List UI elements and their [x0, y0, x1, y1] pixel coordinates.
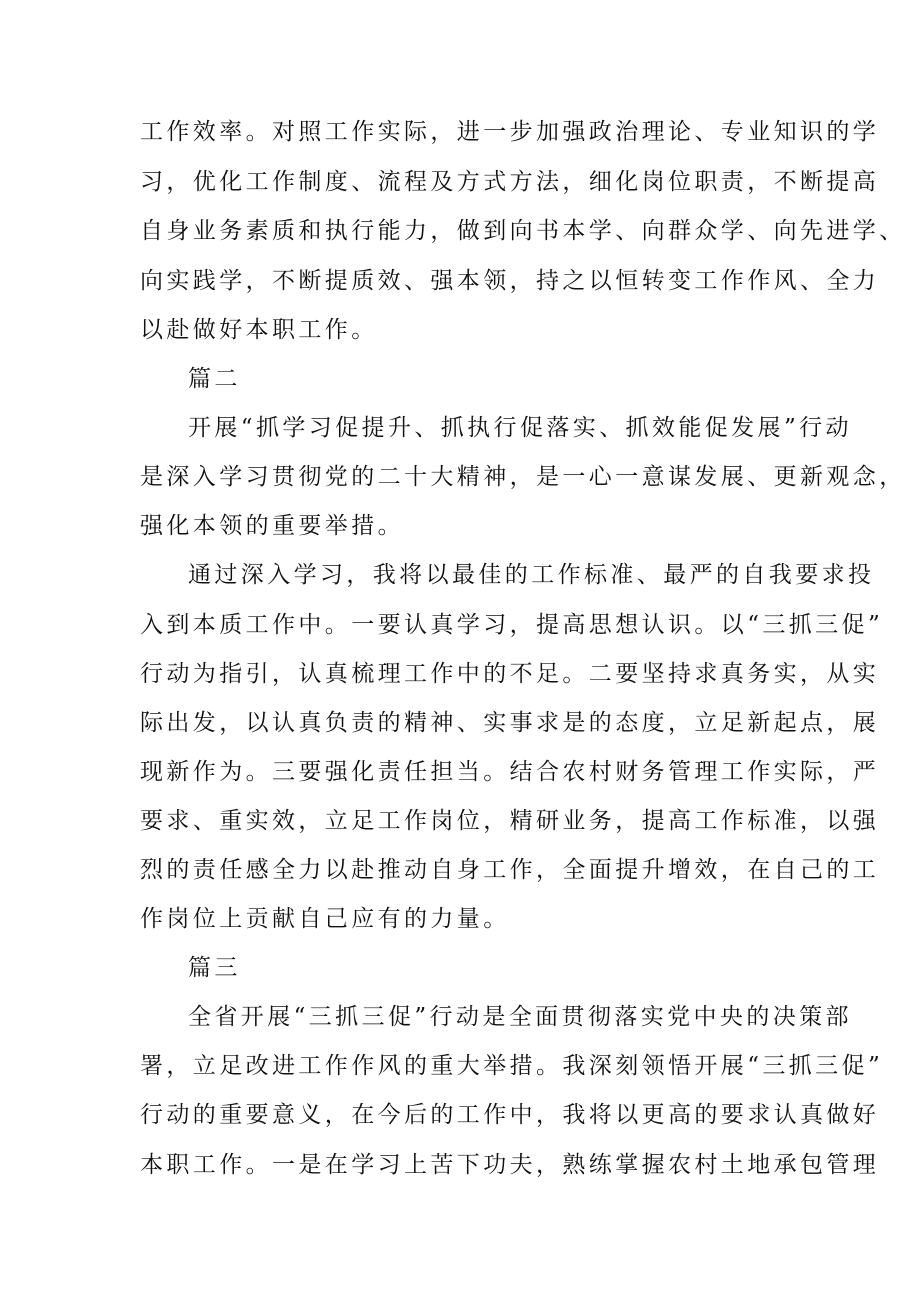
body-text-line: 以赴做好本职工作。 — [140, 317, 378, 343]
body-text-line: 自身业务素质和执行能力，做到向书本学、向群众学、向先进学、 — [140, 218, 906, 244]
body-text-line: 通过深入学习，我将以最佳的工作标准、最严的自我要求投 — [188, 562, 875, 588]
body-text-line: 开展“抓学习促提升、抓执行促落实、抓效能促发展”行动 — [188, 415, 852, 441]
body-text-line: 全省开展“三抓三促”行动是全面贯彻落实党中央的决策部 — [188, 1004, 852, 1030]
body-text-line: 向实践学，不断提质效、强本领，持之以恒转变工作作风、全力 — [140, 268, 880, 294]
body-text-line: 要求、重实效，立足工作岗位，精研业务，提高工作标准，以强 — [140, 808, 880, 834]
body-text-line: 际出发，以认真负责的精神、实事求是的态度，立足新起点，展 — [140, 710, 880, 736]
body-text-line: 现新作为。三要强化责任担当。结合农村财务管理工作实际，严 — [140, 759, 880, 785]
body-text-line: 工作效率。对照工作实际，进一步加强政治理论、专业知识的学 — [140, 119, 880, 145]
body-text-line: 强化本领的重要举措。 — [140, 513, 404, 539]
body-text-line: 行动的重要意义，在今后的工作中，我将以更高的要求认真做好 — [140, 1102, 880, 1128]
body-text-line: 行动为指引，认真梳理工作中的不足。二要坚持求真务实，从实 — [140, 661, 880, 687]
body-text-line: 习，优化工作制度、流程及方式方法，细化岗位职责，不断提高 — [140, 169, 880, 195]
section-heading: 篇二 — [188, 366, 241, 392]
body-text-line: 入到本质工作中。一要认真学习，提高思想认识。以“三抓三促” — [140, 612, 884, 638]
body-text-line: 烈的责任感全力以赴推动自身工作，全面提升增效，在自己的工 — [140, 857, 880, 883]
body-text-line: 是深入学习贯彻党的二十大精神，是一心一意谋发展、更新观念， — [140, 464, 906, 490]
section-heading: 篇三 — [188, 955, 241, 981]
body-text-line: 署，立足改进工作作风的重大举措。我深刻领悟开展“三抓三促” — [140, 1053, 884, 1079]
body-text-line: 作岗位上贡献自己应有的力量。 — [140, 906, 510, 932]
body-text-line: 本职工作。一是在学习上苦下功夫，熟练掌握农村土地承包管理 — [140, 1152, 880, 1178]
